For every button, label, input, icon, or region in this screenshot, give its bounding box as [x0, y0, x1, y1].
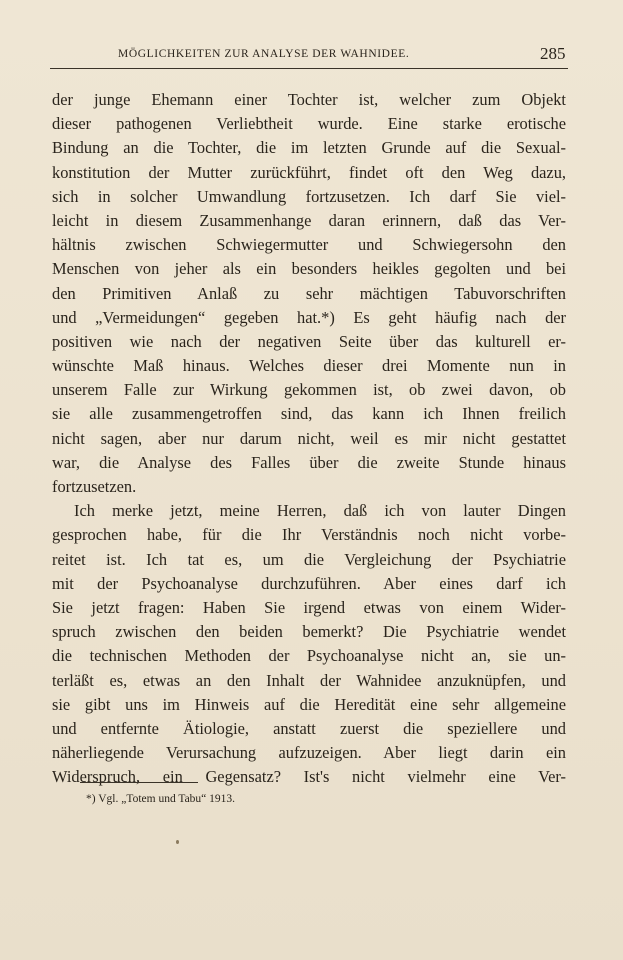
text-line: leicht in diesem Zusammenhange daran erinnern, daß das Ver-	[52, 210, 566, 230]
footnote: *) Vgl. „Totem und Tabu“ 1913.	[86, 793, 236, 805]
text-line: näherliegende Verursachung aufzuzeigen. Aber liegt darin ein	[52, 743, 566, 763]
text-line: Sie jetzt fragen: Haben Sie irgend etwas von einem Wider-	[52, 597, 566, 617]
running-head	[0, 44, 623, 64]
text-line: mit der Psychoanalyse durchzuführen. Aber eines darf ich	[52, 573, 566, 593]
text-line: unserem Falle zur Wirkung gekommen ist, ob zwei davon, ob	[52, 380, 566, 400]
page-number: 285	[540, 44, 566, 63]
text-line: sie alle zusammengetroffen sind, das kann ich Ihnen freilich	[52, 404, 566, 424]
text-line: hältnis zwischen Schwiegermutter und Schwiegersohn den	[52, 235, 566, 255]
text-line: sie gibt uns im Hinweis auf die Heredität eine sehr allgemeine	[52, 694, 566, 714]
text-line: dieser pathogenen Verliebtheit wurde. Eine starke erotische	[52, 114, 566, 134]
text-line: Bindung an die Tochter, die im letzten Grunde auf die Sexual-	[52, 138, 566, 158]
text-line: terläßt es, etwas an den Inhalt der Wahnidee anzuknüpfen, und	[52, 670, 566, 690]
text-line: und entfernte Ätiologie, anstatt zuerst die speziellere und	[52, 718, 566, 738]
text-line: nicht sagen, aber nur darum nicht, weil es mir nicht gestattet	[52, 428, 566, 448]
text-line: Menschen von jeher als ein besonders heikles gegolten und bei	[52, 259, 566, 279]
text-line: spruch zwischen den beiden bemerkt? Die Psychiatrie wendet	[52, 622, 566, 642]
text-line: Widerspruch, ein Gegensatz? Ist's nicht vielmehr eine Ver-	[52, 767, 566, 787]
text-line: wünschte Maß hinaus. Welches dieser drei Momente nun in	[52, 356, 566, 376]
text-line-paragraph-end: fortzusetzen.	[52, 477, 137, 496]
text-line: der junge Ehemann einer Tochter ist, welcher zum Objekt	[52, 90, 566, 109]
text-line: konstitution der Mutter zurückführt, findet oft den Weg dazu,	[52, 162, 566, 182]
text-line: den Primitiven Anlaß zu sehr mächtigen Tabuvorschriften	[52, 283, 566, 303]
text-line-paragraph-start: Ich merke jetzt, meine Herren, daß ich von lauter Dingen	[74, 501, 566, 521]
text-line: gesprochen habe, für die Ihr Verständnis noch nicht vorbe-	[52, 525, 566, 545]
text-line: reitet ist. Ich tat es, um die Vergleichung der Psychiatrie	[52, 549, 566, 569]
running-title: MÖGLICHKEITEN ZUR ANALYSE DER WAHNIDEE.	[118, 48, 410, 60]
footnote-rule	[80, 782, 198, 783]
body-text	[52, 88, 566, 789]
text-line: sich in solcher Umwandlung fortzusetzen. Ich darf Sie viel-	[52, 186, 566, 206]
text-line: war, die Analyse des Falles über die zweite Stunde hinaus	[52, 452, 566, 472]
text-line: und „Vermeidungen“ gegeben hat.*) Es geht häufig nach der	[52, 307, 566, 327]
header-rule	[50, 68, 568, 69]
paper-speck	[176, 840, 179, 844]
text-line: positiven wie nach der negativen Seite über das kulturell er-	[52, 331, 566, 351]
text-line: die technischen Methoden der Psychoanalyse nicht an, sie un-	[52, 646, 566, 666]
